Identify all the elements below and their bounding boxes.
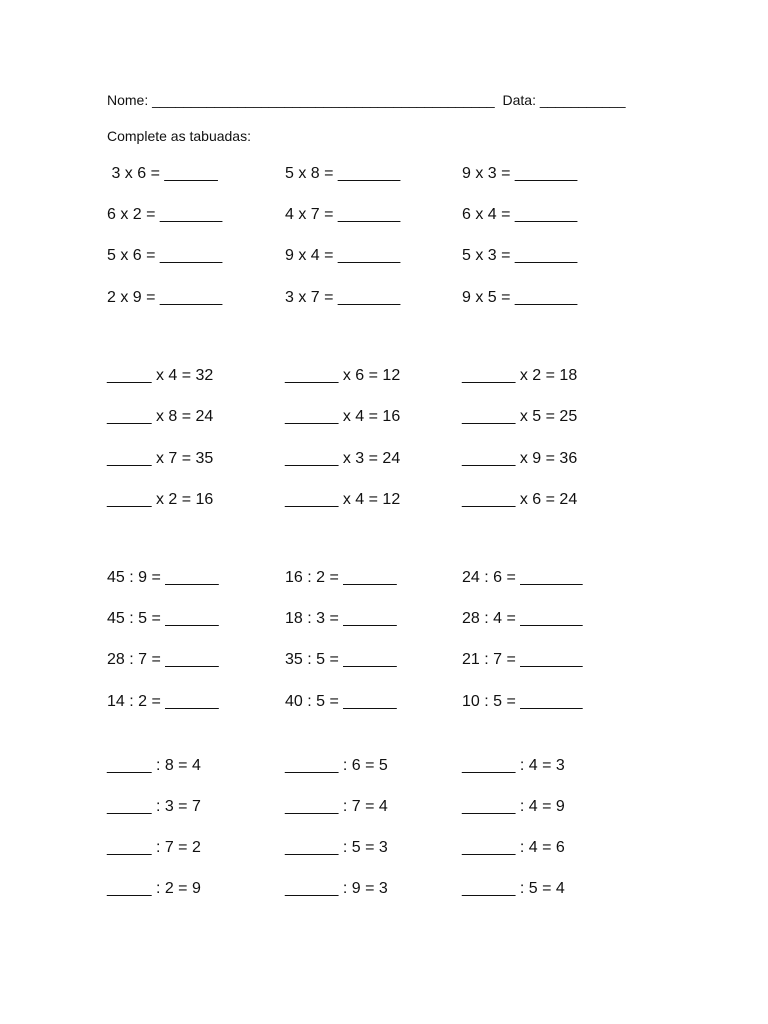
exercise: ______ : 7 = 4 bbox=[285, 798, 388, 815]
worksheet-row bbox=[0, 570, 768, 590]
exercise: 9 x 5 = _______ bbox=[462, 289, 578, 306]
exercise: ______ x 6 = 12 bbox=[285, 367, 401, 384]
worksheet-row bbox=[0, 611, 768, 631]
exercise: ______ x 2 = 18 bbox=[462, 367, 578, 384]
exercise: ______ x 4 = 12 bbox=[285, 491, 401, 508]
worksheet-row bbox=[0, 166, 768, 186]
exercise: ______ x 6 = 24 bbox=[462, 491, 578, 508]
exercise: ______ x 9 = 36 bbox=[462, 450, 578, 467]
exercise: 40 : 5 = ______ bbox=[285, 693, 397, 710]
exercise: 45 : 5 = ______ bbox=[107, 610, 219, 627]
exercise: 10 : 5 = _______ bbox=[462, 693, 583, 710]
exercise: ______ : 5 = 3 bbox=[285, 839, 388, 856]
exercise: 3 x 7 = _______ bbox=[285, 289, 401, 306]
exercise: ______ : 6 = 5 bbox=[285, 757, 388, 774]
exercise: 3 x 6 = ______ bbox=[107, 165, 218, 182]
worksheet-row bbox=[0, 840, 768, 860]
exercise: 28 : 7 = ______ bbox=[107, 651, 219, 668]
exercise: 5 x 3 = _______ bbox=[462, 247, 578, 264]
worksheet-row bbox=[0, 881, 768, 901]
worksheet-row bbox=[0, 799, 768, 819]
exercise: 9 x 3 = _______ bbox=[462, 165, 578, 182]
exercise: ______ : 4 = 6 bbox=[462, 839, 565, 856]
exercise: 5 x 6 = _______ bbox=[107, 247, 223, 264]
exercise: 21 : 7 = _______ bbox=[462, 651, 583, 668]
exercise: ______ x 4 = 16 bbox=[285, 408, 401, 425]
exercise: _____ x 4 = 32 bbox=[107, 367, 214, 384]
exercise: 45 : 9 = ______ bbox=[107, 569, 219, 586]
exercise: 4 x 7 = _______ bbox=[285, 206, 401, 223]
worksheet-row bbox=[0, 758, 768, 778]
exercise: 24 : 6 = _______ bbox=[462, 569, 583, 586]
worksheet-row bbox=[0, 492, 768, 512]
exercise: _____ : 7 = 2 bbox=[107, 839, 201, 856]
name-date-line: Nome: ____________________________________________ Data: ___________ bbox=[107, 92, 626, 108]
exercise: 35 : 5 = ______ bbox=[285, 651, 397, 668]
exercise: _____ : 2 = 9 bbox=[107, 880, 201, 897]
exercise: ______ : 5 = 4 bbox=[462, 880, 565, 897]
worksheet-row bbox=[0, 290, 768, 310]
worksheet-row bbox=[0, 652, 768, 672]
instruction-text: Complete as tabuadas: bbox=[107, 128, 251, 144]
exercise: ______ : 9 = 3 bbox=[285, 880, 388, 897]
exercise: 5 x 8 = _______ bbox=[285, 165, 401, 182]
exercise: ______ : 4 = 3 bbox=[462, 757, 565, 774]
exercise: ______ x 5 = 25 bbox=[462, 408, 578, 425]
worksheet-row bbox=[0, 368, 768, 388]
exercise: ______ x 3 = 24 bbox=[285, 450, 401, 467]
exercise: _____ x 2 = 16 bbox=[107, 491, 214, 508]
exercise: _____ : 8 = 4 bbox=[107, 757, 201, 774]
exercise: _____ x 8 = 24 bbox=[107, 408, 214, 425]
exercise: ______ : 4 = 9 bbox=[462, 798, 565, 815]
worksheet-row bbox=[0, 207, 768, 227]
exercise: 18 : 3 = ______ bbox=[285, 610, 397, 627]
exercise: 6 x 2 = _______ bbox=[107, 206, 223, 223]
exercise: 2 x 9 = _______ bbox=[107, 289, 223, 306]
exercise: 16 : 2 = ______ bbox=[285, 569, 397, 586]
exercise: 6 x 4 = _______ bbox=[462, 206, 578, 223]
exercise: 9 x 4 = _______ bbox=[285, 247, 401, 264]
exercise: _____ : 3 = 7 bbox=[107, 798, 201, 815]
worksheet-row bbox=[0, 409, 768, 429]
worksheet-row bbox=[0, 694, 768, 714]
worksheet-row bbox=[0, 451, 768, 471]
worksheet-row bbox=[0, 248, 768, 268]
exercise: 14 : 2 = ______ bbox=[107, 693, 219, 710]
exercise: _____ x 7 = 35 bbox=[107, 450, 214, 467]
exercise: 28 : 4 = _______ bbox=[462, 610, 583, 627]
